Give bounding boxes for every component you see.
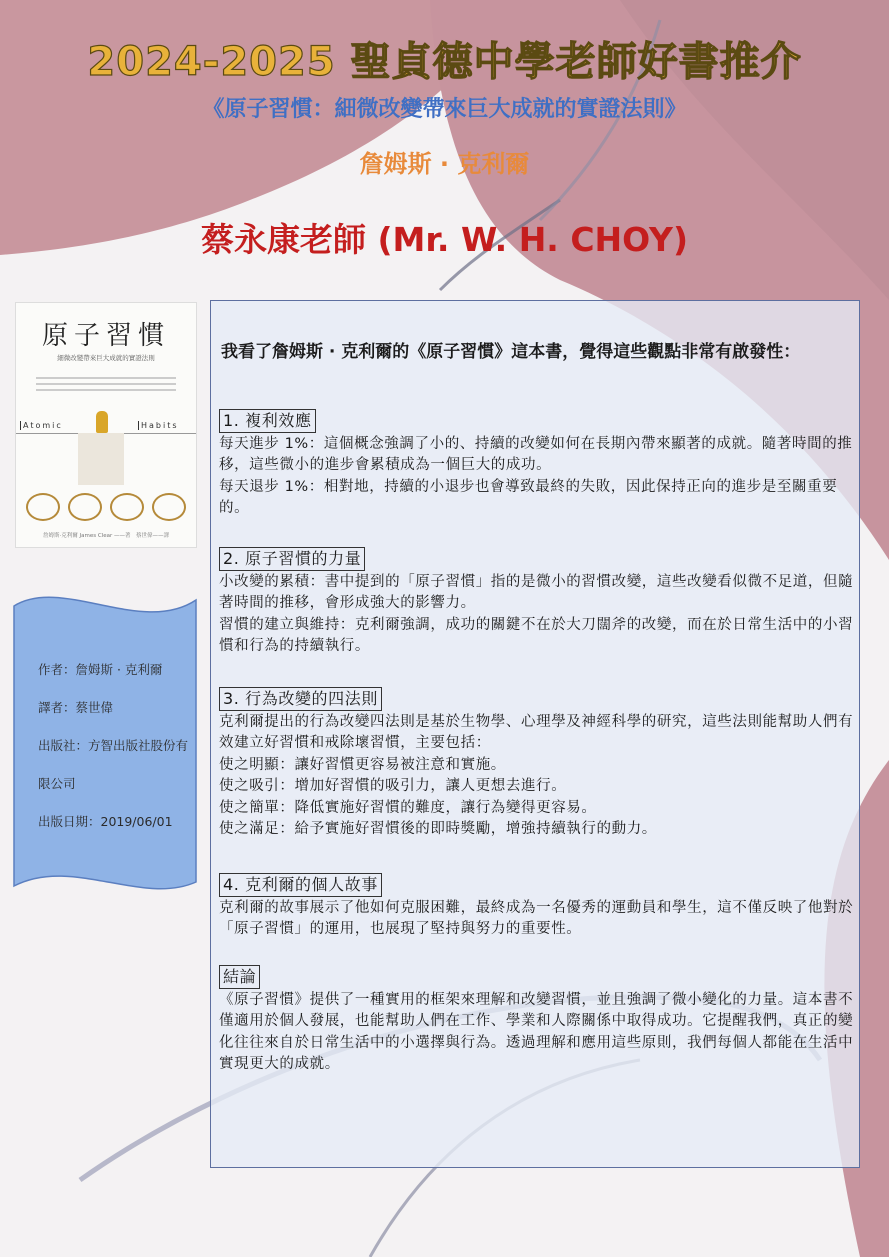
info-date: 出版日期：2019/06/01 xyxy=(38,814,173,829)
book-info-panel xyxy=(12,586,198,896)
page-title: 2024-2025 聖貞德中學老師好書推介 xyxy=(87,39,802,85)
book-cover-image xyxy=(15,302,197,548)
info-publisher-cont: 限公司 xyxy=(38,776,76,791)
cover-band-right: Habits xyxy=(138,421,179,430)
cover-award-badges xyxy=(26,493,186,521)
section-line: 《原子習慣》提供了一種實用的框架來理解和改變習慣，並且強調了微小變化的力量。這本書不僅適用於個人發展，也能幫助人們在工作、學業和人際關係中取得成功。它提醒我們，真正的變化往往來自於日常生活中的小選擇與行為。透過理解和應用這些原則，我們每個人都能在生活中實現更大的成就。 xyxy=(219,991,854,1072)
cover-figure xyxy=(96,411,108,433)
section-heading: 4. 克利爾的個人故事 xyxy=(219,873,382,897)
info-author: 作者：詹姆斯 · 克利爾 xyxy=(38,662,163,677)
section-line: 使之吸引：增加好習慣的吸引力，讓人更想去進行。 xyxy=(219,778,567,794)
section-line: 使之明顯：讓好習慣更容易被注意和實施。 xyxy=(219,756,506,773)
section-compound xyxy=(219,409,855,520)
section-heading: 1. 複利效應 xyxy=(219,409,316,433)
section-heading: 結論 xyxy=(219,965,260,989)
info-publisher: 出版社：方智出版社股份有 xyxy=(38,738,189,753)
review-intro: 我看了詹姆斯 · 克利爾的《原子習慣》這本書，覺得這些觀點非常有啟發性： xyxy=(221,342,801,362)
teacher-name: 蔡永康老師 (Mr. W. H. CHOY) xyxy=(200,220,689,259)
section-line: 使之滿足：給予實施好習慣後的即時獎勵，增強持續執行的動力。 xyxy=(219,821,657,837)
section-line: 克利爾提出的行為改變四法則是基於生物學、心理學及神經科學的研究，這些法則能幫助人們有效建立好習慣和戒除壞習慣，主要包括： xyxy=(219,713,854,751)
section-line: 每天退步 1%：相對地，持續的小退步也會導致最終的失敗，因此保持正向的進步是至關重要的。 xyxy=(219,478,838,516)
cover-band-left: Atomic xyxy=(20,421,63,430)
section-heading: 2. 原子習慣的力量 xyxy=(219,547,365,571)
section-line: 使之簡單：降低實施好習慣的難度，讓行為變得更容易。 xyxy=(219,799,597,816)
section-line: 小改變的累積：書中提到的「原子習慣」指的是微小的習慣改變，這些改變看似微不足道，但隨著時間的推移，會形成強大的影響力。 xyxy=(219,573,854,611)
section-story xyxy=(219,873,855,941)
info-translator: 譯者：蔡世偉 xyxy=(38,700,114,715)
section-line: 每天進步 1%：這個概念強調了小的、持續的改變如何在長期內帶來顯著的成就。隨著時間的推移，這些微小的進步會累積成為一個巨大的成功。 xyxy=(219,435,853,473)
book-title: 《原子習慣：細微改變帶來巨大成就的實證法則》 xyxy=(202,97,687,122)
section-line: 克利爾的故事展示了他如何克服困難，最終成為一名優秀的運動員和學生，這不僅反映了他對於「原子習慣」的運用，也展現了堅持與努力的重要性。 xyxy=(219,899,854,937)
review-panel xyxy=(210,300,860,1168)
cover-footer: 詹姆斯·克利爾 James Clear ——著 蔡世偉——譯 xyxy=(43,533,169,539)
section-heading: 3. 行為改變的四法則 xyxy=(219,687,382,711)
section-line: 習慣的建立與維持：克利爾強調，成功的關鍵不在於大刀闊斧的改變，而在於日常生活中的小習慣和行為的持續執行。 xyxy=(219,616,854,654)
section-conclusion xyxy=(219,965,855,1076)
section-power xyxy=(219,547,855,658)
cover-blurb xyxy=(36,373,176,395)
cover-block xyxy=(78,433,124,485)
section-four-laws xyxy=(219,687,855,841)
cover-subtitle: 細微改變帶來巨大成就的實證法則 xyxy=(57,354,155,362)
cover-title: 原子習慣 xyxy=(41,321,170,351)
book-author: 詹姆斯 · 克利爾 xyxy=(359,150,530,178)
